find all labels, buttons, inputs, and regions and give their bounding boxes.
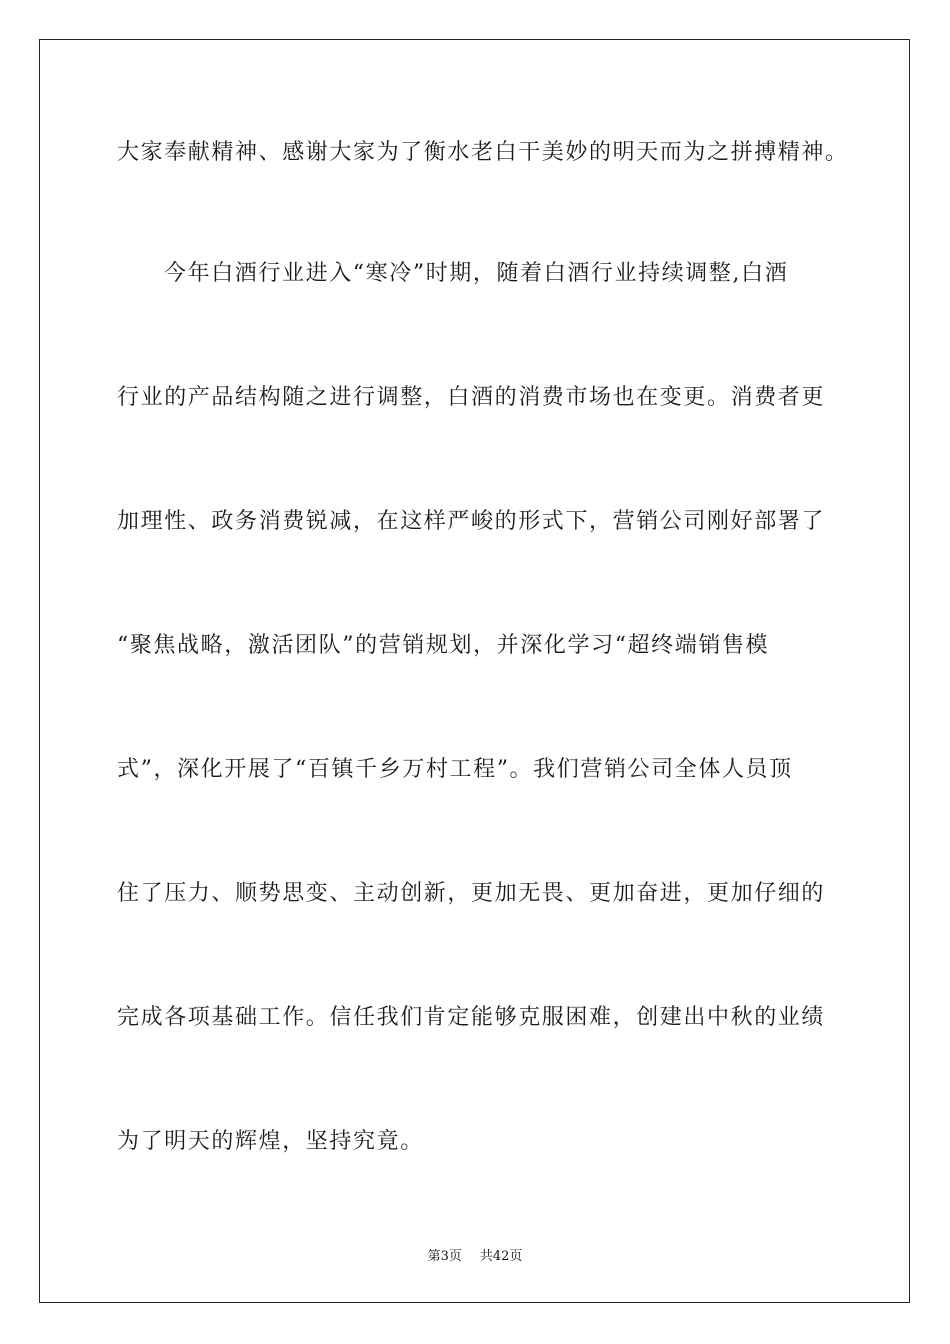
body-text-line: 住了压力、顺势思变、主动创新，更加无畏、更加奋进，更加仔细的	[117, 881, 826, 906]
page-border	[39, 39, 910, 1303]
body-text-line: “聚焦战略，激活团队”的营销规划，并深化学习“超终端销售模	[117, 633, 770, 658]
body-text-line: 加理性、政务消费锐减，在这样严峻的形式下，营销公司刚好部署了	[117, 509, 826, 534]
body-text-line: 行业的产品结构随之进行调整，白酒的消费市场也在变更。消费者更	[117, 385, 826, 410]
body-text-line-indented: 今年白酒行业进入“寒冷”时期，随着白酒行业持续调整,白酒	[164, 261, 789, 286]
body-text-line: 式”，深化开展了“百镇千乡万村工程”。我们营销公司全体人员顶	[117, 757, 793, 782]
body-text-line: 大家奉献精神、感谢大家为了衡水老白干美妙的明天而为之拼搏精神。	[117, 140, 849, 165]
page-number: 第3页	[427, 1249, 462, 1264]
total-pages: 共42页	[479, 1249, 523, 1264]
body-text-line: 为了明天的辉煌，坚持究竟。	[117, 1129, 424, 1154]
page-footer	[0, 1248, 950, 1266]
body-text-line: 完成各项基础工作。信任我们肯定能够克服困难，创建出中秋的业绩	[117, 1005, 826, 1030]
